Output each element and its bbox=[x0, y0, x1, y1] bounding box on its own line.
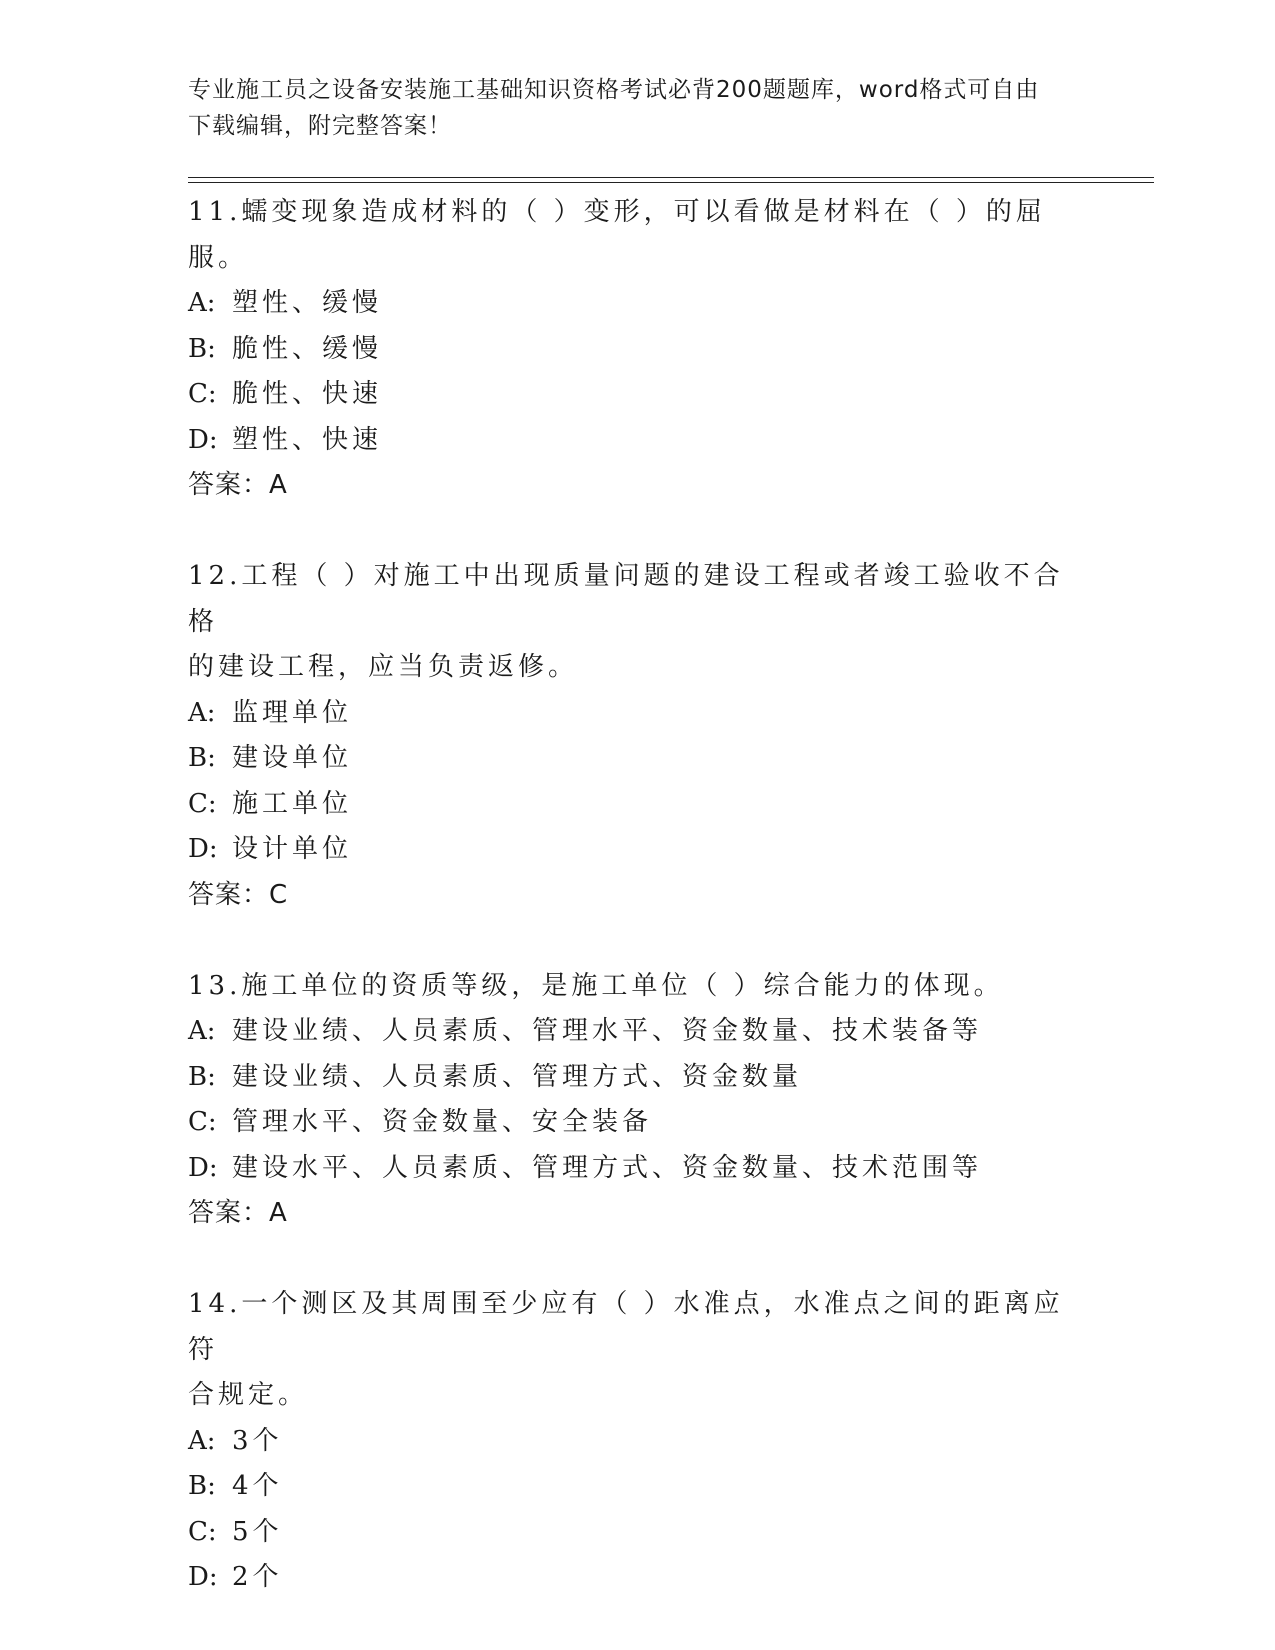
option-label: B: bbox=[188, 743, 216, 773]
option-text: 4个 bbox=[232, 1471, 283, 1501]
option-label: B: bbox=[188, 333, 216, 364]
option-d bbox=[188, 1555, 1088, 1601]
option-c bbox=[188, 1510, 1088, 1556]
option-text: 脆性、缓慢 bbox=[232, 333, 383, 364]
question-item bbox=[188, 1282, 1088, 1601]
option-label: B: bbox=[188, 1061, 216, 1092]
option-c bbox=[188, 1100, 1088, 1146]
document-header bbox=[188, 72, 1068, 144]
option-a bbox=[188, 691, 1088, 737]
question-stem bbox=[188, 190, 1088, 281]
option-b bbox=[188, 1055, 1088, 1101]
option-text: 脆性、快速 bbox=[232, 379, 383, 409]
option-label: C: bbox=[188, 1107, 217, 1137]
option-text: 建设水平、人员素质、管理方式、资金数量、技术范围等 bbox=[232, 1152, 983, 1183]
option-text: 监理单位 bbox=[232, 697, 353, 728]
option-b bbox=[188, 1464, 1088, 1510]
option-d bbox=[188, 1146, 1088, 1192]
question-stem-line: 14.一个测区及其周围至少应有（ ）水准点，水准点之间的距离应符 bbox=[188, 1289, 1064, 1365]
header-line-2: 下载编辑，附完整答案！ bbox=[188, 113, 452, 139]
option-text: 建设业绩、人员素质、管理方式、资金数量 bbox=[232, 1061, 803, 1092]
header-line-1: 专业施工员之设备安装施工基础知识资格考试必背200题题库，word格式可自由 bbox=[188, 77, 1040, 103]
header-divider-bottom bbox=[188, 182, 1154, 183]
option-text: 设计单位 bbox=[232, 834, 353, 864]
question-stem-line: 的建设工程，应当负责返修。 bbox=[188, 652, 579, 682]
option-c bbox=[188, 372, 1088, 418]
answer-line: 答案：A bbox=[188, 470, 288, 500]
option-label: A: bbox=[188, 1425, 216, 1456]
option-b bbox=[188, 736, 1088, 782]
option-label: B: bbox=[188, 1471, 216, 1501]
option-label: A: bbox=[188, 697, 216, 728]
option-text: 2个 bbox=[232, 1562, 283, 1592]
question-stem-line: 11.蠕变现象造成材料的（ ）变形，可以看做是材料在（ ）的屈服。 bbox=[188, 197, 1046, 273]
option-b bbox=[188, 327, 1088, 373]
option-label: D: bbox=[188, 1562, 218, 1592]
option-text: 管理水平、资金数量、安全装备 bbox=[232, 1107, 653, 1137]
header-divider-top bbox=[188, 177, 1154, 178]
answer-line: 答案：A bbox=[188, 1198, 288, 1228]
answer-line: 答案：C bbox=[188, 879, 289, 910]
option-a bbox=[188, 1419, 1088, 1465]
question-stem-line: 12.工程（ ）对施工中出现质量问题的建设工程或者竣工验收不合格 bbox=[188, 561, 1064, 637]
option-text: 施工单位 bbox=[232, 788, 353, 819]
option-a bbox=[188, 1009, 1088, 1055]
question-item bbox=[188, 190, 1088, 509]
option-label: A: bbox=[188, 288, 216, 318]
option-label: A: bbox=[188, 1016, 216, 1046]
option-text: 建设业绩、人员素质、管理水平、资金数量、技术装备等 bbox=[232, 1016, 983, 1046]
question-stem bbox=[188, 554, 1088, 691]
option-text: 5个 bbox=[232, 1516, 283, 1547]
option-text: 塑性、缓慢 bbox=[232, 288, 383, 318]
option-c bbox=[188, 782, 1088, 828]
question-list bbox=[188, 190, 1088, 1601]
question-stem-line: 合规定。 bbox=[188, 1380, 309, 1410]
question-stem bbox=[188, 1282, 1088, 1419]
option-label: C: bbox=[188, 1516, 217, 1547]
option-d bbox=[188, 418, 1088, 464]
option-text: 建设单位 bbox=[232, 743, 353, 773]
option-text: 3个 bbox=[232, 1425, 283, 1456]
question-spacer bbox=[188, 509, 1088, 555]
option-a bbox=[188, 281, 1088, 327]
option-text: 塑性、快速 bbox=[232, 424, 383, 455]
question-spacer bbox=[188, 1237, 1088, 1283]
option-d bbox=[188, 827, 1088, 873]
question-item bbox=[188, 554, 1088, 918]
question-item bbox=[188, 964, 1088, 1237]
option-label: C: bbox=[188, 379, 217, 409]
question-stem bbox=[188, 964, 1088, 1010]
option-label: D: bbox=[188, 424, 218, 455]
question-stem-line: 13.施工单位的资质等级，是施工单位（ ）综合能力的体现。 bbox=[188, 970, 1004, 1001]
option-label: D: bbox=[188, 1152, 218, 1183]
question-spacer bbox=[188, 918, 1088, 964]
option-label: C: bbox=[188, 788, 217, 819]
option-label: D: bbox=[188, 834, 218, 864]
